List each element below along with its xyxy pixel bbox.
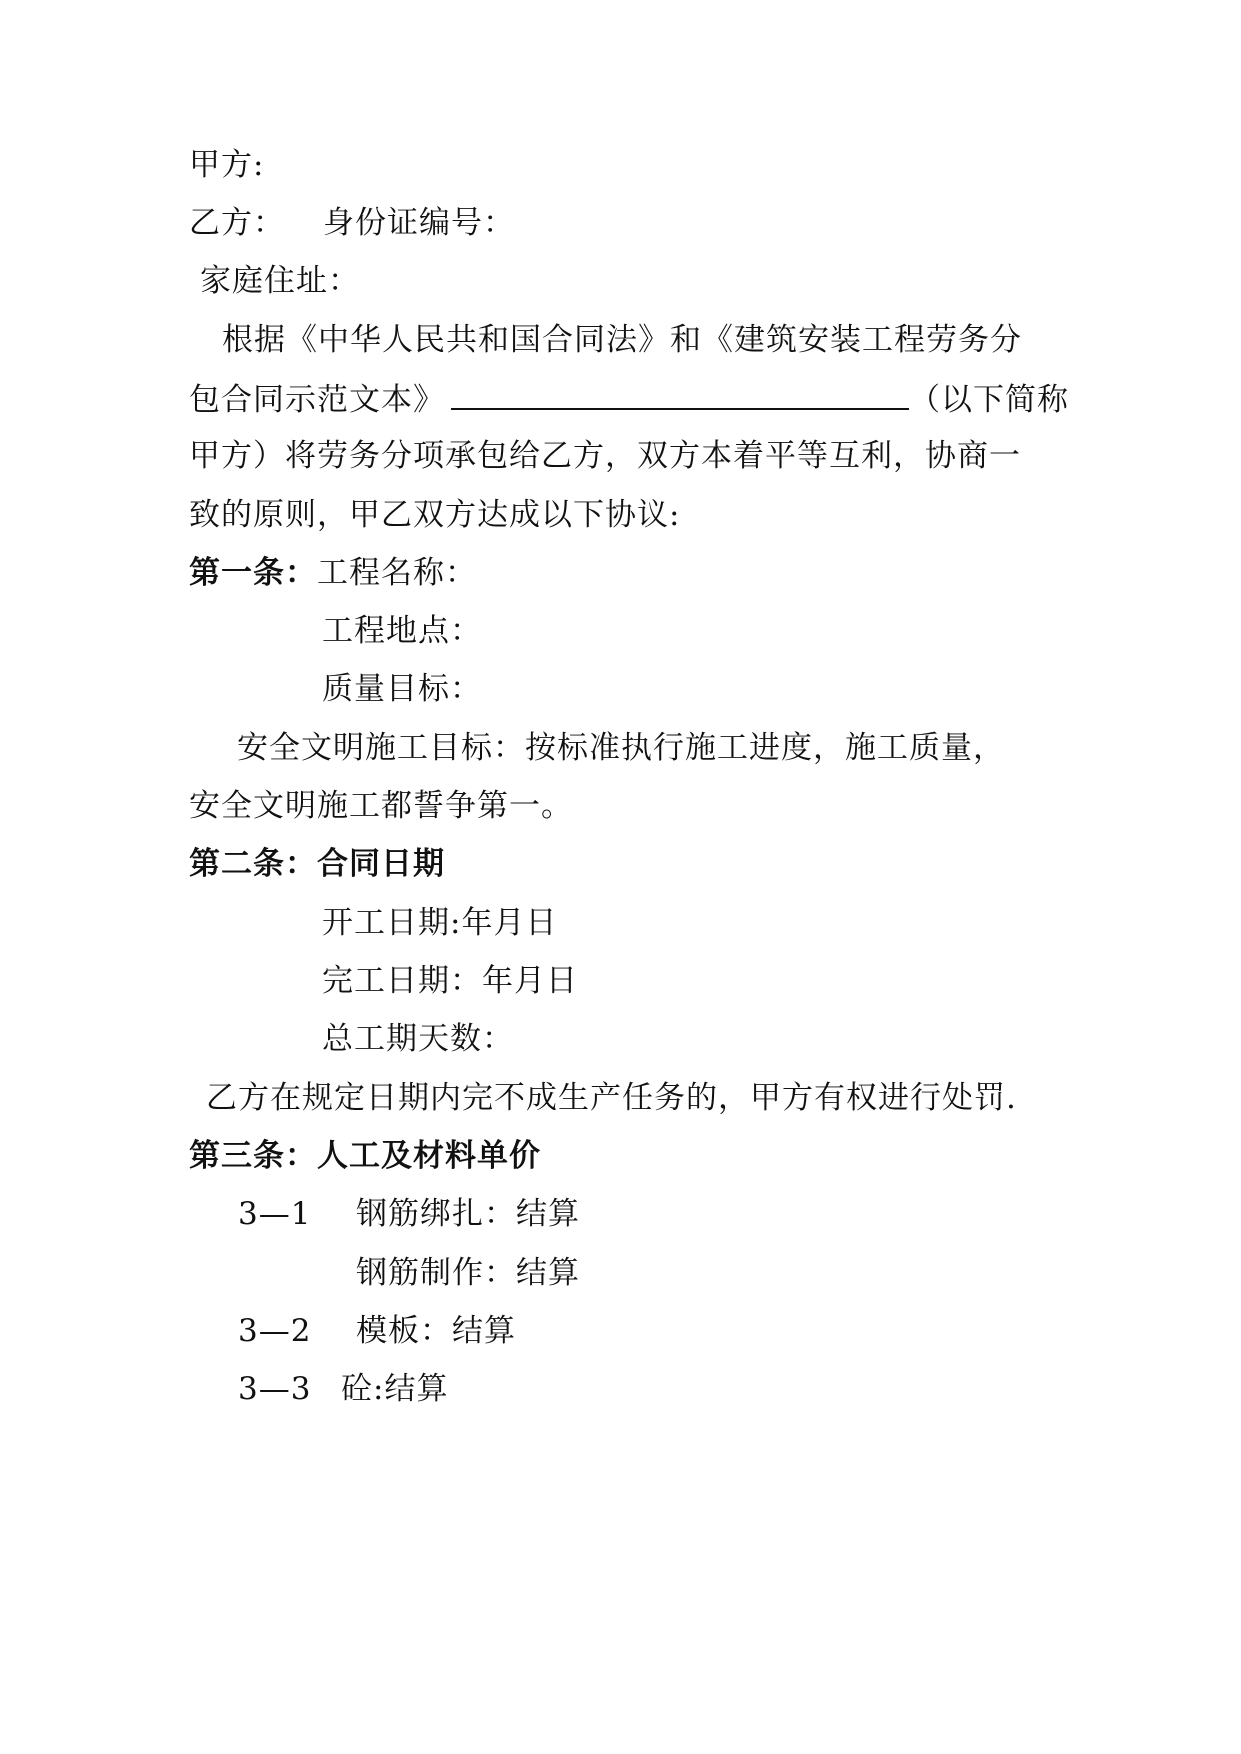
party-b-label: 乙方： xyxy=(189,205,285,241)
quality-target-label: 质量目标： xyxy=(322,671,482,707)
article-2-heading: 第二条：合同日期 xyxy=(189,846,445,882)
party-a-label: 甲方: xyxy=(189,147,265,183)
intro-line-2-start: 包合同示范文本》 xyxy=(189,382,445,418)
party-b-line xyxy=(189,203,515,243)
intro-line-2 xyxy=(189,378,1069,420)
intro-line-3: 甲方）将劳务分项承包给乙方，双方本着平等互利，协商一 xyxy=(189,438,1021,474)
price-item xyxy=(238,1369,448,1409)
intro-line-2-end: （以下简称 xyxy=(909,382,1069,418)
blank-underline[interactable] xyxy=(451,378,909,410)
intro-line-4: 致的原则，甲乙双方达成以下协议: xyxy=(189,497,681,533)
price-item xyxy=(238,1194,580,1234)
price-item-number: 3—2 xyxy=(238,1313,312,1349)
safety-target-line-1: 安全文明施工目标：按标准执行施工进度，施工质量， xyxy=(237,730,1005,766)
price-item-number: 3—1 xyxy=(238,1196,312,1232)
article-1-line xyxy=(189,553,477,593)
total-days-label: 总工期天数： xyxy=(322,1021,514,1057)
start-date-label: 开工日期:年月日 xyxy=(322,905,558,941)
id-number-label: 身份证编号： xyxy=(323,205,515,241)
price-item xyxy=(238,1311,516,1351)
project-name-label: 工程名称： xyxy=(317,555,477,591)
article-1-heading: 第一条： xyxy=(189,555,317,591)
penalty-clause: 乙方在规定日期内完不成生产任务的，甲方有权进行处罚. xyxy=(206,1080,1017,1116)
project-location-label: 工程地点： xyxy=(322,613,482,649)
address-label: 家庭住址： xyxy=(200,263,360,299)
price-item-text: 钢筋制作：结算 xyxy=(356,1255,580,1291)
price-item-text: 模板：结算 xyxy=(356,1313,516,1349)
intro-line-1: 根据《中华人民共和国合同法》和《建筑安装工程劳务分 xyxy=(222,322,1022,358)
price-item-text: 钢筋绑扎：结算 xyxy=(356,1196,580,1232)
price-item-number: 3—3 xyxy=(238,1371,312,1407)
price-item xyxy=(238,1253,580,1293)
price-item-text: 砼:结算 xyxy=(341,1371,449,1407)
article-3-heading: 第三条：人工及材料单价 xyxy=(189,1138,541,1174)
end-date-label: 完工日期：年月日 xyxy=(322,963,578,999)
safety-target-line-2: 安全文明施工都誓争第一。 xyxy=(189,788,573,824)
